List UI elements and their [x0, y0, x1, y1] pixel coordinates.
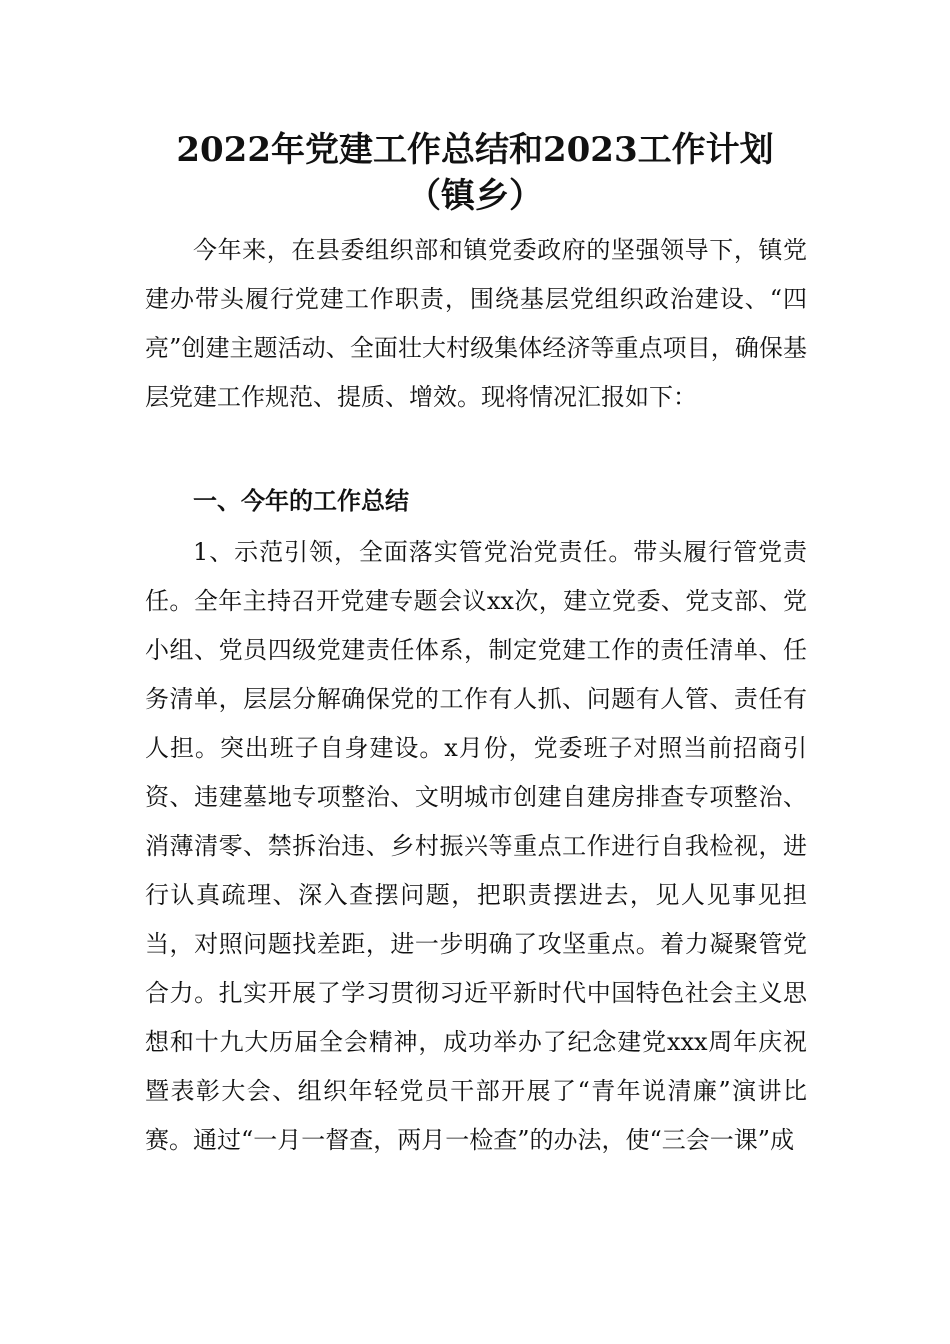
document-subtitle: （镇乡） — [407, 176, 543, 216]
intro-paragraph: 今年来，在县委组织部和镇党委政府的坚强领导下，镇党建办带头履行党建工作职责，围绕基层党组织政治建设、“四亮”创建主题活动、全面壮大村级集体经济等重点项目，确保基层党建工作规范、提质、增效。现将情况汇报如下： — [145, 236, 807, 411]
section-heading: 一、今年的工作总结 — [193, 487, 409, 515]
document-title: 2022年党建工作总结和2023工作计划 — [176, 130, 774, 170]
section-paragraph: 1、示范引领，全面落实管党治党责任。带头履行管党责任。全年主持召开党建专题会议xx次，建立党委、党支部、党小组、党员四级党建责任体系，制定党建工作的责任清单、任务清单，层层分解确保党的工作有人抓、问题有人管、责任有人担。突出班子自身建设。x月份，党委班子对照当前招商引资、违建墓地专项整治、文明城市创建自建房排查专项整治、消薄清零、禁拆治违、乡村振兴等重点工作进行自我检视，进行认真疏理、深入查摆问题，把职责摆进去，见人见事见担当，对照问题找差距，进一步明确了攻坚重点。着力凝聚管党合力。扎实开展了学习贯彻习近平新时代中国特色社会主义思想和十九大历届全会精神，成功举办了纪念建党xxx周年庆祝暨表彰大会、组织年轻党员干部开展了“青年说清廉”演讲比赛。通过“一月一督查，两月一检查”的办法，使“三会一课”成 — [145, 538, 807, 1154]
